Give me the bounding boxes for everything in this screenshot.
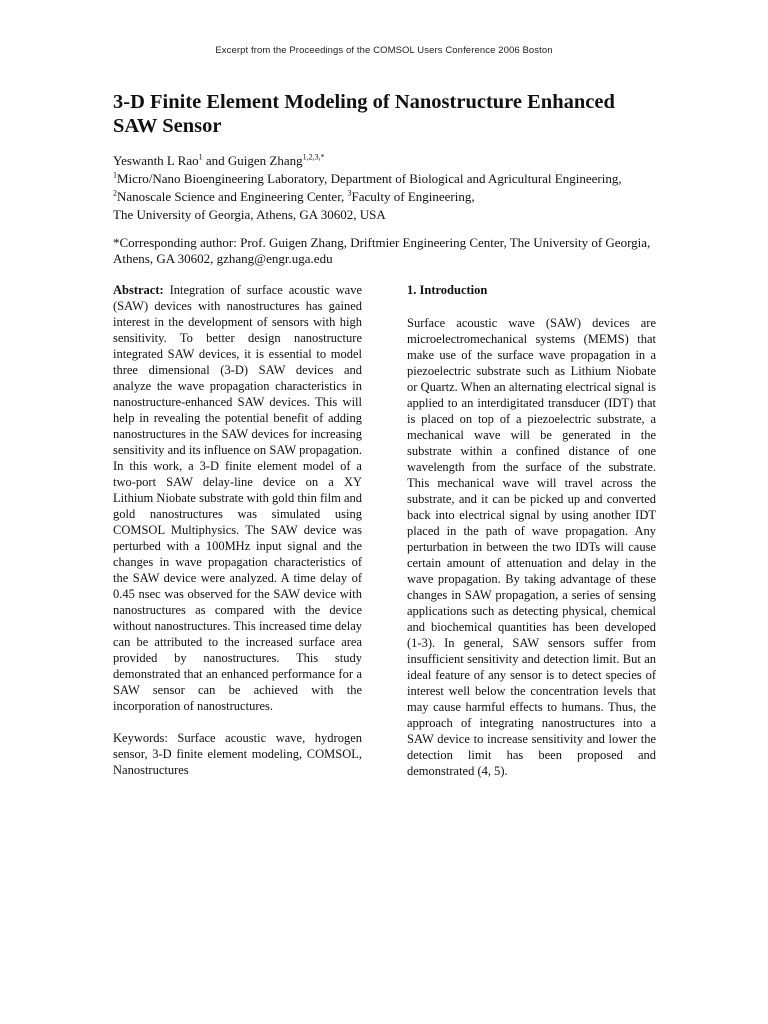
corresponding-author: *Corresponding author: Prof. Guigen Zhang, Driftmier Engineering Center, The University of Georgia, Athens, GA 30602, gzhang@engr.uga.edu xyxy=(113,235,651,266)
introduction-heading: 1. Introduction xyxy=(407,283,488,297)
paper-title xyxy=(113,90,673,138)
abstract-label: Abstract: xyxy=(113,283,164,297)
aff-3-sup: 3 xyxy=(347,188,352,198)
affiliation-line-1 xyxy=(113,170,673,188)
affiliation-line-2 xyxy=(113,188,673,206)
aff-1: Micro/Nano Bioengineering Laboratory, Department of Biological and Agricultural Engineering, xyxy=(117,171,622,186)
affiliation-line-3: The University of Georgia, Athens, GA 30602, USA xyxy=(113,207,386,222)
right-column xyxy=(407,282,656,779)
author-block xyxy=(113,152,673,224)
aff-3: Faculty of Engineering, xyxy=(351,189,475,204)
abstract-text: Integration of surface acoustic wave (SAW) devices with nanostructures has gained interest in the development of sensors with high sensitivity. To better design nanostructure integrated SAW devices, it is essential to model three dimensional (3-D) SAW devices and analyze the wave propagation characteristics in nanostructure-enhanced SAW devices. This will help in revealing the potential benefit of adding nanostructures in the SAW devices for increasing sensitivity and its influence on SAW propagation. In this work, a 3-D finite element model of a two-port SAW delay-line device on a XY Lithium Niobate substrate with gold thin film and gold nanostructures was simulated using COMSOL Multiphysics. The SAW device was perturbed with a 100MHz input signal and the changes in wave propagation characteristics of the SAW device were analyzed. A time delay of 0.45 nsec was observed for the SAW device with nanostructures as compared with the device without nanostructures. This increased time delay can be attributed to the increased surface area provided by nanostructures. This study demonstrated that an enhanced performance for a SAW sensor can be achieved with the incorporation of nanostructures. xyxy=(113,283,362,713)
author-1: Yeswanth L Rao xyxy=(113,153,199,168)
aff-2-sup: 2 xyxy=(113,188,117,198)
abstract-paragraph xyxy=(113,282,362,714)
introduction-paragraph: Surface acoustic wave (SAW) devices are microelectromechanical systems (MEMS) that make use of the surface wave propagation in a piezoelectric substrate such as Lithium Niobate or Quartz. When an alternating electrical signal is applied to an interdigitated transducer (IDT) that is placed on top of a piezoelectric substrate, a mechanical wave will be generated in the substrate within a confined distance of one wavelength from the surface of the substrate. This mechanical wave will travel across the substrate, and it can be picked up and converted back into electrical signal by using another IDT placed in the path of wave propagation. Any perturbation in between the two IDTs will cause certain amount of attenuation and delay in the wave propagation. By taking advantage of these changes in SAW propagation, a series of sensing applications such as detecting physical, chemical and biochemical quantities has been developed (1-3). In general, SAW sensors suffer from insufficient sensitivity and detection limit. But an ideal feature of any sensor is to detect species of interest well below the concentration levels that may cause harmful effects to humans. Thus, the approach of integrating nanostructures into a SAW device to increase sensitivity and lower the detection limit has been proposed and demonstrated (4, 5). xyxy=(407,316,656,778)
aff-1-sup: 1 xyxy=(113,170,117,180)
left-column xyxy=(113,282,362,778)
author-2: Guigen Zhang xyxy=(227,153,303,168)
title-line-2: SAW Sensor xyxy=(113,115,222,137)
author-2-sup: 1,2,3,* xyxy=(302,152,325,162)
proceedings-header: Excerpt from the Proceedings of the COMSOL Users Conference 2006 Boston xyxy=(215,45,553,56)
author-joiner: and xyxy=(202,153,228,168)
author-1-sup: 1 xyxy=(198,152,203,162)
aff-2: Nanoscale Science and Engineering Center, xyxy=(117,189,348,204)
keywords-paragraph: Keywords: Surface acoustic wave, hydrogen sensor, 3-D finite element modeling, COMSOL, Nanostructures xyxy=(113,731,362,777)
title-line-1: 3-D Finite Element Modeling of Nanostructure Enhanced xyxy=(113,91,615,113)
author-line xyxy=(113,152,673,170)
